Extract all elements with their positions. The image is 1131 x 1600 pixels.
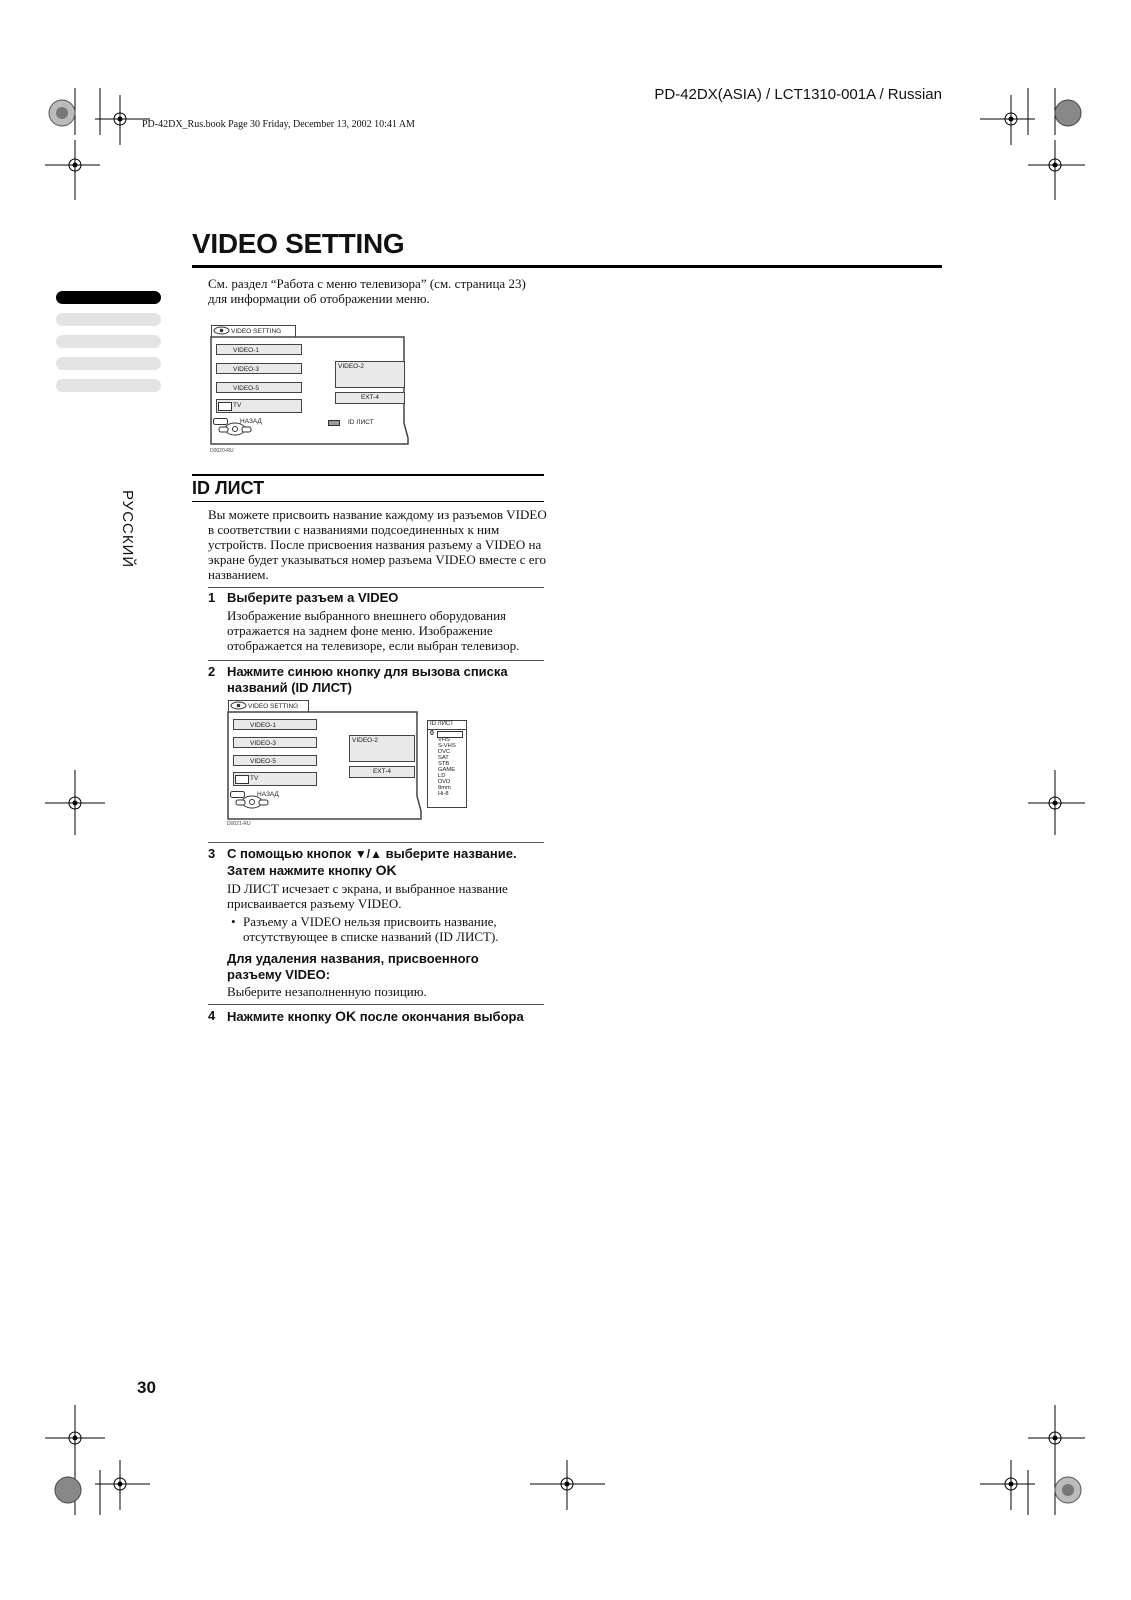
step-4-heading-part-b: после окончания выбора	[359, 1009, 524, 1024]
step-1-heading: Выберите разъем а VIDEO	[227, 590, 399, 605]
step-rule	[208, 587, 544, 588]
step-1-body: Изображение выбранного внешнего оборудования отражается на заднем фоне меню. Изображение отображается на телевизоре, если выбран телевизор.	[227, 608, 520, 653]
section-rule-top	[192, 474, 544, 476]
step-3-bullet-marker: •	[231, 914, 236, 929]
step-3-heading	[227, 846, 557, 879]
ext-4-button	[349, 766, 415, 778]
id-list-item: GAME	[438, 767, 456, 773]
ext-4-label: EXT-4	[360, 394, 380, 401]
id-list-item: SAT	[438, 755, 449, 761]
id-list-item: DVC	[438, 749, 451, 755]
side-language-label: РУССКИЙ	[119, 490, 136, 569]
menu-tab-label: VIDEO SETTING	[248, 703, 299, 710]
tv-icon	[235, 775, 249, 785]
step-3-heading-part-b: выберите название.	[385, 846, 517, 861]
ext-4-button	[335, 392, 405, 404]
video-3-button	[233, 737, 317, 748]
back-hint: НАЗАД	[257, 791, 279, 798]
title-rule	[192, 265, 942, 268]
eye-icon	[230, 701, 247, 710]
blue-button-icon	[328, 420, 340, 426]
id-list-title: ID ЛИСТ	[430, 721, 454, 727]
id-list-item: LD	[438, 773, 446, 779]
back-hint: НАЗАД	[240, 418, 262, 425]
ok-button-icon: OK	[375, 862, 397, 878]
video-2-button	[349, 735, 415, 762]
page-title: VIDEO SETTING	[192, 228, 405, 259]
menu-code: D0020-RU	[210, 448, 234, 454]
section-title: ID ЛИСТ	[192, 478, 265, 498]
chapter-tab	[56, 335, 161, 348]
step-3-heading-part-c: Затем нажмите кнопку	[227, 863, 373, 878]
step-2-number: 2	[208, 664, 216, 679]
video-2-label: VIDEO-2	[338, 363, 365, 370]
menu-screenshot-2	[227, 700, 477, 828]
id-list-item: S-VHS	[438, 743, 456, 749]
chapter-tab-active	[56, 291, 161, 304]
step-3-body: ID ЛИСТ исчезает с экрана, и выбранное название присваивается разъему VIDEO.	[227, 881, 508, 911]
tv-icon	[218, 402, 232, 412]
step-3-bullet: Разъему а VIDEO нельзя присвоить название, отсутствующее в списке названий (ID ЛИСТ).	[243, 914, 499, 944]
step-3-number: 3	[208, 846, 216, 861]
book-info-line: PD-42DX_Rus.book Page 30 Friday, December 13, 2002 10:41 AM	[142, 119, 415, 130]
page-number: 30	[137, 1378, 156, 1397]
id-list-item: Hi-8	[438, 791, 449, 797]
menu-code: D0021-RU	[227, 821, 251, 827]
step-2-heading: Нажмите синюю кнопку для вызова списка названий (ID ЛИСТ)	[227, 664, 508, 695]
id-list-items	[438, 737, 456, 797]
step-4-heading-part-a: Нажмите кнопку	[227, 1009, 332, 1024]
video-5-label: VIDEO-5	[250, 758, 277, 765]
chapter-tab	[56, 357, 161, 370]
remove-heading: Для удаления названия, присвоенного разъему VIDEO:	[227, 951, 479, 982]
intro-text: См. раздел “Работа с меню телевизора” (см. страница 23) для информации об отображении меню.	[208, 276, 526, 306]
id-list-panel	[427, 720, 467, 808]
tv-label: TV	[233, 402, 242, 409]
eye-icon	[213, 326, 230, 335]
down-up-arrows-icon: ▼/▲	[354, 847, 382, 861]
step-rule	[208, 842, 544, 843]
id-list-hint: ID ЛИСТ	[348, 419, 374, 426]
id-list-item: STB	[438, 761, 450, 767]
document-id-header: PD-42DX(ASIA) / LCT1310-001A / Russian	[654, 86, 942, 103]
ok-button-icon: OK	[335, 1008, 357, 1024]
id-list-item: VHS	[438, 737, 450, 743]
video-2-button	[335, 361, 405, 388]
video-3-button	[216, 363, 302, 374]
menu-tab-label: VIDEO SETTING	[231, 328, 282, 335]
section-rule-bottom	[192, 501, 544, 502]
step-1-number: 1	[208, 590, 216, 605]
step-3-heading-part-a: С помощью кнопок	[227, 846, 352, 861]
video-5-button	[216, 382, 302, 393]
video-1-button	[233, 719, 317, 730]
step-4-heading	[227, 1008, 557, 1025]
chapter-tab	[56, 313, 161, 326]
tv-label: TV	[250, 775, 259, 782]
chapter-tab	[56, 379, 161, 392]
video-1-button	[216, 344, 302, 355]
id-list-item: 8mm	[438, 785, 451, 791]
step-rule	[208, 660, 544, 661]
id-list-cursor: 0	[430, 730, 434, 737]
section-text: Вы можете присвоить название каждому из разъемов VIDEO в соответствии с названиями подсоединенных к ним устройств. После присвоения названия разъему а VIDEO на экране будет указываться номер разъема VIDEO вместе с его названием.	[208, 507, 547, 582]
step-4-number: 4	[208, 1008, 216, 1023]
remove-body: Выберите незаполненную позицию.	[227, 984, 427, 999]
id-list-item: DVD	[438, 779, 451, 785]
video-3-label: VIDEO-3	[250, 740, 277, 747]
video-3-label: VIDEO-3	[233, 366, 260, 373]
video-1-label: VIDEO-1	[250, 722, 277, 729]
step-rule	[208, 1004, 544, 1005]
video-2-label: VIDEO-2	[352, 737, 379, 744]
video-5-label: VIDEO-5	[233, 385, 260, 392]
menu-screenshot-1	[210, 325, 420, 455]
video-1-label: VIDEO-1	[233, 347, 260, 354]
ext-4-label: EXT-4	[372, 768, 392, 775]
video-5-button	[233, 755, 317, 766]
